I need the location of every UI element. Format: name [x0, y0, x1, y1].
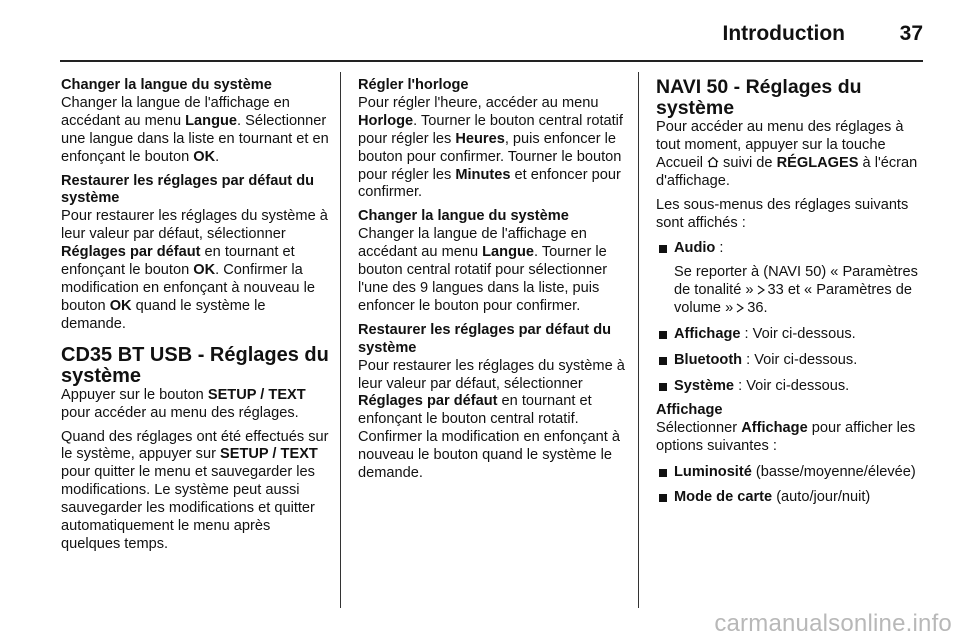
- subheading-restore-defaults: Restaurer les réglages par défaut du système: [61, 172, 315, 207]
- paragraph-affichage: Sélectionner Affichage pour afficher les options suivantes :: [656, 419, 916, 454]
- page-header: [60, 18, 923, 62]
- page-title: Introduction: [722, 22, 845, 45]
- paragraph-navi-access: Pour accéder au menu des réglages à tout moment, appuyer sur la touche Accueil suivi de RÉGLAGES à l'écran d'affichage.: [656, 119, 918, 189]
- heading-navi50: NAVI 50 - Réglages du système: [656, 76, 862, 119]
- column-1: [61, 77, 333, 554]
- subheading-affichage: Affichage: [656, 401, 723, 418]
- home-icon: [707, 156, 719, 168]
- paragraph-restore-defaults: Pour restaurer les réglages du système à leur valeur par défaut, sélectionner Réglages par défaut en tournant et enfonçant le bouton OK. Confirmer la modification en enfonçant à nouveau le bouton OK quand le système le demande.: [61, 208, 328, 332]
- paragraph-setup-save: Quand des réglages ont été effectués sur le système, appuyer sur SETUP / TEXT pour quitter le menu et sauvegarder les modifications. Le système peut aussi sauvegarder les modifications et quitter automatiquement le menu après quelques temps.: [61, 428, 329, 552]
- page-arrow-icon: [757, 285, 765, 295]
- list-item-affichage: Affichage : Voir ci-dessous.: [656, 326, 926, 344]
- list-item-audio: Audio :: [656, 240, 926, 258]
- bullet-square-icon: [659, 469, 667, 477]
- subheading-set-clock: Régler l'horloge: [358, 77, 469, 93]
- column-2: [358, 77, 630, 483]
- paragraph-restore-defaults-2: Pour restaurer les réglages du système à leur valeur par défaut, sélectionner Réglages par défaut en tournant et enfonçant le bouton central rotatif. Confirmer la modification en enfonçant à nouveau le bouton quand le système le demande.: [358, 357, 625, 482]
- page-arrow-icon: [736, 303, 744, 313]
- column-3: [656, 77, 926, 507]
- paragraph-submenus: Les sous-menus des réglages suivants sont affichés :: [656, 196, 909, 231]
- watermark: carmanualsonline.info: [714, 610, 952, 637]
- page-number: 37: [899, 22, 923, 45]
- heading-cd35: CD35 BT USB - Réglages du système: [61, 343, 329, 387]
- subheading-change-language-2: Changer la langue du système: [358, 208, 569, 225]
- column-divider-2: [638, 72, 639, 608]
- subheading-change-language: Changer la langue du système: [61, 77, 272, 93]
- paragraph-change-language: Changer la langue de l'affichage en accédant au menu Langue. Sélectionner une langue dans la liste en tournant et en enfonçant le bouton OK.: [61, 94, 329, 165]
- paragraph-set-clock: Pour régler l'heure, accéder au menu Horloge. Tourner le bouton central rotatif pour régler les Heures, puis enfoncer le bouton pour confirmer. Tourner le bouton pour régler les Minutes et enfoncer pour confirmer.: [358, 94, 623, 201]
- audio-reference: Se reporter à (NAVI 50) « Paramètres de tonalité » 33 et « Paramètres de volume » 36.: [674, 264, 918, 317]
- bullet-square-icon: [659, 331, 667, 339]
- list-item-bluetooth: Bluetooth : Voir ci-dessous.: [656, 352, 926, 370]
- subheading-restore-defaults-2: Restaurer les réglages par défaut du système: [358, 321, 612, 356]
- bullet-square-icon: [659, 245, 667, 253]
- list-item-mode-carte: Mode de carte (auto/jour/nuit): [656, 489, 926, 507]
- header-rule: [60, 60, 923, 62]
- list-item-systeme: Système : Voir ci-dessous.: [656, 378, 926, 396]
- bullet-square-icon: [659, 357, 667, 365]
- bullet-square-icon: [659, 494, 667, 502]
- column-divider-1: [340, 72, 341, 608]
- paragraph-setup-access: Appuyer sur le bouton SETUP / TEXT pour accéder au menu des réglages.: [61, 386, 306, 421]
- bullet-square-icon: [659, 383, 667, 391]
- list-item-luminosite: Luminosité (basse/moyenne/élevée): [656, 464, 926, 482]
- paragraph-change-language-2: Changer la langue de l'affichage en accédant au menu Langue. Tourner le bouton central rotatif pour sélectionner l'une des 9 langues dans la liste, puis enfoncer le bouton pour confirmer.: [358, 226, 608, 314]
